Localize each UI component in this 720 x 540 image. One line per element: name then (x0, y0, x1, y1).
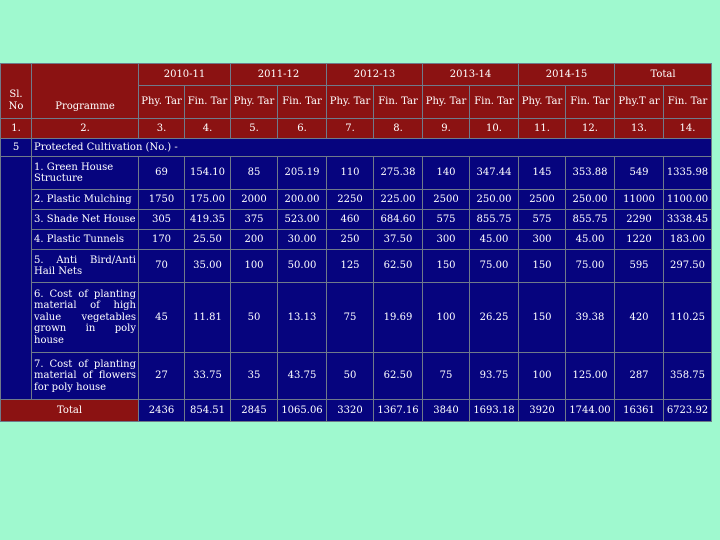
column-number: 7. (327, 119, 374, 139)
table-row (1, 250, 712, 283)
programme-header: Programme (32, 64, 139, 119)
value-cell: 1750 (139, 190, 185, 210)
column-number: 3. (139, 119, 185, 139)
table-row (1, 230, 712, 250)
total-cell: 1744.00 (566, 400, 615, 422)
value-cell: 27 (139, 353, 185, 400)
value-cell: 305 (139, 210, 185, 230)
value-cell: 300 (519, 230, 566, 250)
value-cell: 250 (327, 230, 374, 250)
year-header: 2011-12 (231, 64, 327, 86)
table-row (1, 283, 712, 353)
value-cell: 30.00 (278, 230, 327, 250)
total-cell: 3320 (327, 400, 374, 422)
fin-tar-header: Fin. Tar (664, 86, 712, 119)
value-cell: 420 (615, 283, 664, 353)
column-number: 12. (566, 119, 615, 139)
value-cell: 43.75 (278, 353, 327, 400)
value-cell: 50 (327, 353, 374, 400)
value-cell: 855.75 (470, 210, 519, 230)
value-cell: 75 (423, 353, 470, 400)
value-cell: 75.00 (566, 250, 615, 283)
programme-cell: 5. Anti Bird/Anti Hail Nets (32, 250, 139, 283)
year-header: 2013-14 (423, 64, 519, 86)
value-cell: 684.60 (374, 210, 423, 230)
section-number: 5 (1, 139, 32, 157)
value-cell: 37.50 (374, 230, 423, 250)
phy-tar-header: Phy. Tar (327, 86, 374, 119)
table-row (1, 190, 712, 210)
programme-cell: 4. Plastic Tunnels (32, 230, 139, 250)
value-cell: 575 (519, 210, 566, 230)
value-cell: 275.38 (374, 157, 423, 190)
column-number-row (1, 119, 712, 139)
value-cell: 2000 (231, 190, 278, 210)
value-cell: 110.25 (664, 283, 712, 353)
column-number: 5. (231, 119, 278, 139)
slno-header: Sl. No (1, 64, 32, 119)
value-cell: 358.75 (664, 353, 712, 400)
value-cell: 2500 (519, 190, 566, 210)
value-cell: 19.69 (374, 283, 423, 353)
value-cell: 69 (139, 157, 185, 190)
fin-tar-header: Fin. Tar (278, 86, 327, 119)
value-cell: 523.00 (278, 210, 327, 230)
value-cell: 1100.00 (664, 190, 712, 210)
value-cell: 200.00 (278, 190, 327, 210)
value-cell: 549 (615, 157, 664, 190)
value-cell: 595 (615, 250, 664, 283)
year-header: 2010-11 (139, 64, 231, 86)
value-cell: 45.00 (470, 230, 519, 250)
column-number: 6. (278, 119, 327, 139)
value-cell: 225.00 (374, 190, 423, 210)
value-cell: 100 (231, 250, 278, 283)
value-cell: 200 (231, 230, 278, 250)
column-number: 1. (1, 119, 32, 139)
value-cell: 33.75 (185, 353, 231, 400)
total-label: Total (1, 400, 139, 422)
value-cell: 250.00 (470, 190, 519, 210)
value-cell: 26.25 (470, 283, 519, 353)
phy-tar-header: Phy. Tar (139, 86, 185, 119)
year-header: 2014-15 (519, 64, 615, 86)
table-row (1, 210, 712, 230)
total-cell: 1065.06 (278, 400, 327, 422)
value-cell: 85 (231, 157, 278, 190)
value-cell: 100 (519, 353, 566, 400)
value-cell: 125 (327, 250, 374, 283)
value-cell: 1220 (615, 230, 664, 250)
column-number: 2. (32, 119, 139, 139)
header-years-row (1, 64, 712, 86)
phy-tar-header: Phy. Tar (423, 86, 470, 119)
column-number: 11. (519, 119, 566, 139)
value-cell: 3338.45 (664, 210, 712, 230)
programme-cell: 2. Plastic Mulching (32, 190, 139, 210)
total-cell: 2436 (139, 400, 185, 422)
value-cell: 35 (231, 353, 278, 400)
value-cell: 75 (327, 283, 374, 353)
phy-tar-header: Phy.T ar (615, 86, 664, 119)
value-cell: 250.00 (566, 190, 615, 210)
value-cell: 353.88 (566, 157, 615, 190)
value-cell: 140 (423, 157, 470, 190)
value-cell: 62.50 (374, 353, 423, 400)
phy-tar-header: Phy. Tar (519, 86, 566, 119)
slide (0, 63, 720, 453)
programme-cell: 3. Shade Net House (32, 210, 139, 230)
value-cell: 110 (327, 157, 374, 190)
phy-tar-header: Phy. Tar (231, 86, 278, 119)
value-cell: 50.00 (278, 250, 327, 283)
table-row (1, 353, 712, 400)
total-cell: 16361 (615, 400, 664, 422)
total-row (1, 400, 712, 422)
total-cell: 3840 (423, 400, 470, 422)
column-number: 13. (615, 119, 664, 139)
value-cell: 100 (423, 283, 470, 353)
value-cell: 2500 (423, 190, 470, 210)
value-cell: 287 (615, 353, 664, 400)
value-cell: 375 (231, 210, 278, 230)
value-cell: 2250 (327, 190, 374, 210)
column-number: 14. (664, 119, 712, 139)
programme-cell: 6. Cost of planting material of high value vegetables grown in poly house (32, 283, 139, 353)
value-cell: 25.50 (185, 230, 231, 250)
value-cell: 347.44 (470, 157, 519, 190)
value-cell: 70 (139, 250, 185, 283)
slno-cell (1, 157, 32, 400)
column-number: 10. (470, 119, 519, 139)
value-cell: 93.75 (470, 353, 519, 400)
column-number: 4. (185, 119, 231, 139)
value-cell: 855.75 (566, 210, 615, 230)
table-row (1, 157, 712, 190)
value-cell: 1335.98 (664, 157, 712, 190)
value-cell: 154.10 (185, 157, 231, 190)
year-header: 2012-13 (327, 64, 423, 86)
value-cell: 39.38 (566, 283, 615, 353)
value-cell: 150 (423, 250, 470, 283)
value-cell: 35.00 (185, 250, 231, 283)
total-cell: 1367.16 (374, 400, 423, 422)
value-cell: 145 (519, 157, 566, 190)
value-cell: 45.00 (566, 230, 615, 250)
value-cell: 460 (327, 210, 374, 230)
value-cell: 575 (423, 210, 470, 230)
section-title: Protected Cultivation (No.) - (32, 139, 712, 157)
fin-tar-header: Fin. Tar (470, 86, 519, 119)
value-cell: 183.00 (664, 230, 712, 250)
programme-cell: 7. Cost of planting material of flowers for poly house (32, 353, 139, 400)
value-cell: 11000 (615, 190, 664, 210)
section-row (1, 139, 712, 157)
value-cell: 150 (519, 250, 566, 283)
fin-tar-header: Fin. Tar (185, 86, 231, 119)
total-cell: 3920 (519, 400, 566, 422)
total-cell: 854.51 (185, 400, 231, 422)
value-cell: 125.00 (566, 353, 615, 400)
value-cell: 50 (231, 283, 278, 353)
year-header: Total (615, 64, 712, 86)
programme-cell: 1. Green House Structure (32, 157, 139, 190)
value-cell: 2290 (615, 210, 664, 230)
value-cell: 45 (139, 283, 185, 353)
fin-tar-header: Fin. Tar (566, 86, 615, 119)
column-number: 8. (374, 119, 423, 139)
value-cell: 62.50 (374, 250, 423, 283)
value-cell: 300 (423, 230, 470, 250)
value-cell: 13.13 (278, 283, 327, 353)
value-cell: 11.81 (185, 283, 231, 353)
value-cell: 75.00 (470, 250, 519, 283)
targets-table (0, 63, 712, 422)
column-number: 9. (423, 119, 470, 139)
total-cell: 2845 (231, 400, 278, 422)
value-cell: 297.50 (664, 250, 712, 283)
value-cell: 205.19 (278, 157, 327, 190)
value-cell: 170 (139, 230, 185, 250)
total-cell: 6723.92 (664, 400, 712, 422)
total-cell: 1693.18 (470, 400, 519, 422)
fin-tar-header: Fin. Tar (374, 86, 423, 119)
value-cell: 175.00 (185, 190, 231, 210)
value-cell: 150 (519, 283, 566, 353)
value-cell: 419.35 (185, 210, 231, 230)
